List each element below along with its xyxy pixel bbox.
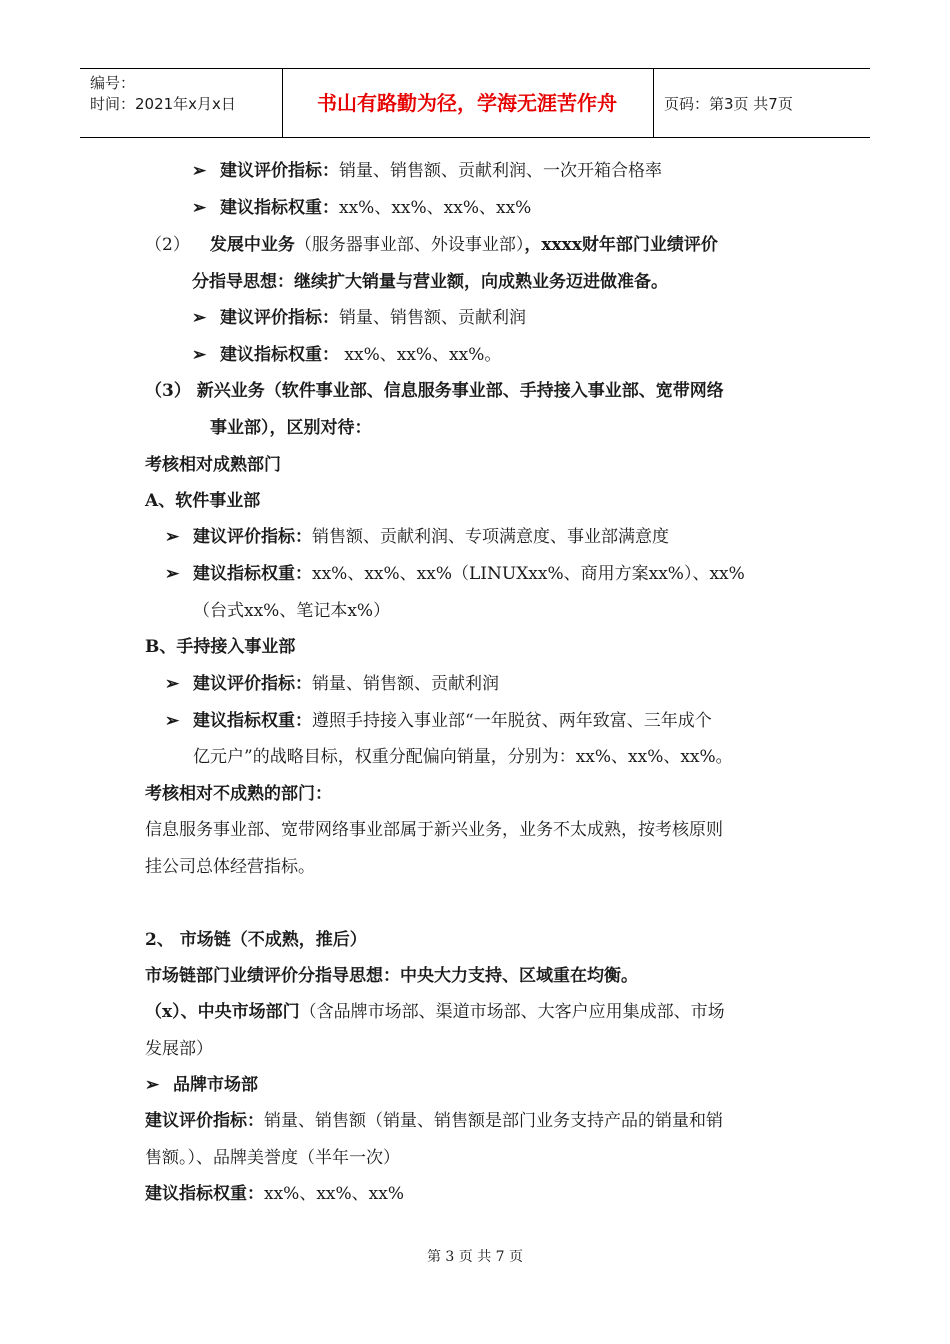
arrow-bullet-icon: ➢	[192, 161, 207, 181]
bullet-text: xx%、xx%、xx%、xx%	[339, 198, 532, 218]
paragraph-line: 亿元户”的战略目标，权重分配偏向销量，分别为：xx%、xx%、xx%。	[193, 747, 733, 767]
paragraph-line: （台式xx%、笔记本x%）	[193, 601, 391, 621]
arrow-bullet-icon: ➢	[165, 527, 180, 547]
arrow-bullet-icon: ➢	[165, 674, 180, 694]
bullet-label: 建议指标权重：	[220, 345, 339, 365]
page-footer: 第 3 页 共 7 页	[426, 1249, 524, 1265]
bullet-label: 建议指标权重：	[193, 564, 312, 584]
subheading: A、软件事业部	[145, 491, 261, 511]
bullet-label: 建议评价指标：	[220, 161, 339, 181]
section-number: （2）	[145, 235, 190, 255]
section-title-cont: ，xxxx财年部门业绩评价	[524, 235, 718, 255]
bullet-label: 建议评价指标：	[193, 674, 312, 694]
arrow-bullet-icon: ➢	[192, 308, 207, 328]
section-heading	[145, 232, 718, 258]
section-note: （服务器事业部、外设事业部）	[294, 235, 525, 255]
bullet-line	[192, 158, 662, 184]
bullet-text: xx%、xx%、xx%	[264, 1184, 404, 1204]
subheading-line	[145, 999, 725, 1025]
section-heading: 2、 市场链（不成熟，推后）	[145, 930, 367, 950]
section-heading-cont: 事业部），区别对待：	[210, 418, 372, 438]
subheading-note: （含品牌市场部、渠道市场部、大客户应用集成部、市场	[299, 1002, 725, 1022]
paragraph-line: 信息服务事业部、宽带网络事业部属于新兴业务，业务不太成熟，按考核原则	[145, 820, 723, 840]
bullet-line	[192, 195, 531, 221]
subheading: 考核相对不成熟的部门：	[145, 784, 332, 804]
subheading: B、手持接入事业部	[145, 637, 296, 657]
arrow-bullet-icon: ➢	[192, 198, 207, 218]
bullet-text: 销量、销售额、贡献利润、一次开箱合格率	[339, 161, 662, 181]
paragraph-line	[145, 1108, 723, 1134]
bullet-text: xx%、xx%、xx%。	[339, 345, 502, 365]
arrow-bullet-icon: ➢	[192, 345, 207, 365]
arrow-bullet-icon: ➢	[165, 564, 180, 584]
bullet-text: 销售额、贡献利润、专项满意度、事业部满意度	[312, 527, 669, 547]
header-time: 时间：2021年x月x日	[90, 95, 236, 113]
bullet-label: 建议评价指标：	[145, 1111, 264, 1131]
section-heading: （3） 新兴业务（软件事业部、信息服务事业部、手持接入事业部、宽带网络	[145, 381, 724, 401]
bullet-label: 建议指标权重：	[145, 1184, 264, 1204]
bullet-label: 建议评价指标：	[220, 308, 339, 328]
bullet-line	[165, 708, 712, 734]
paragraph-line: 挂公司总体经营指标。	[145, 857, 315, 877]
header-motto: 书山有路勤为径，学海无涯苦作舟	[317, 91, 617, 115]
arrow-bullet-icon: ➢	[165, 711, 180, 731]
section-title: 发展中业务	[209, 235, 295, 255]
bullet-label: 建议评价指标：	[193, 527, 312, 547]
paragraph-line	[145, 1181, 404, 1207]
bullet-text: 遵照手持接入事业部“一年脱贫、两年致富、三年成个	[312, 711, 712, 731]
bullet-line	[165, 561, 745, 587]
bullet-text: xx%、xx%、xx%（LINUXxx%、商用方案xx%）、xx%	[312, 564, 745, 584]
bullet-line	[192, 342, 501, 368]
bullet-label: 建议指标权重：	[220, 198, 339, 218]
header-page: 页码：第3页 共7页	[664, 95, 793, 113]
bullet-line	[145, 1072, 258, 1098]
bullet-label: 建议指标权重：	[193, 711, 312, 731]
paragraph-line: 分指导思想：继续扩大销量与营业额，向成熟业务迈进做准备。	[192, 272, 668, 292]
bullet-text: 销量、销售额（销量、销售额是部门业务支持产品的销量和销	[264, 1111, 723, 1131]
header-divider	[653, 69, 654, 137]
bullet-line	[165, 671, 499, 697]
header-left	[90, 73, 236, 115]
bullet-text: 销量、销售额、贡献利润	[312, 674, 499, 694]
paragraph-line: 售额。）、品牌美誉度（半年一次）	[145, 1148, 400, 1168]
subheading-label: （x）、中央市场部门	[145, 1002, 300, 1022]
bullet-text: 品牌市场部	[173, 1075, 258, 1095]
paragraph-line: 市场链部门业绩评价分指导思想：中央大力支持、区域重在均衡。	[145, 966, 638, 986]
header-number: 编号：	[90, 74, 136, 92]
page-header	[80, 68, 870, 138]
subheading: 考核相对成熟部门	[145, 455, 281, 475]
arrow-bullet-icon: ➢	[145, 1075, 160, 1095]
bullet-text: 销量、销售额、贡献利润	[339, 308, 526, 328]
bullet-line	[165, 524, 669, 550]
paragraph-line: 发展部）	[145, 1039, 213, 1059]
bullet-line	[192, 305, 526, 331]
